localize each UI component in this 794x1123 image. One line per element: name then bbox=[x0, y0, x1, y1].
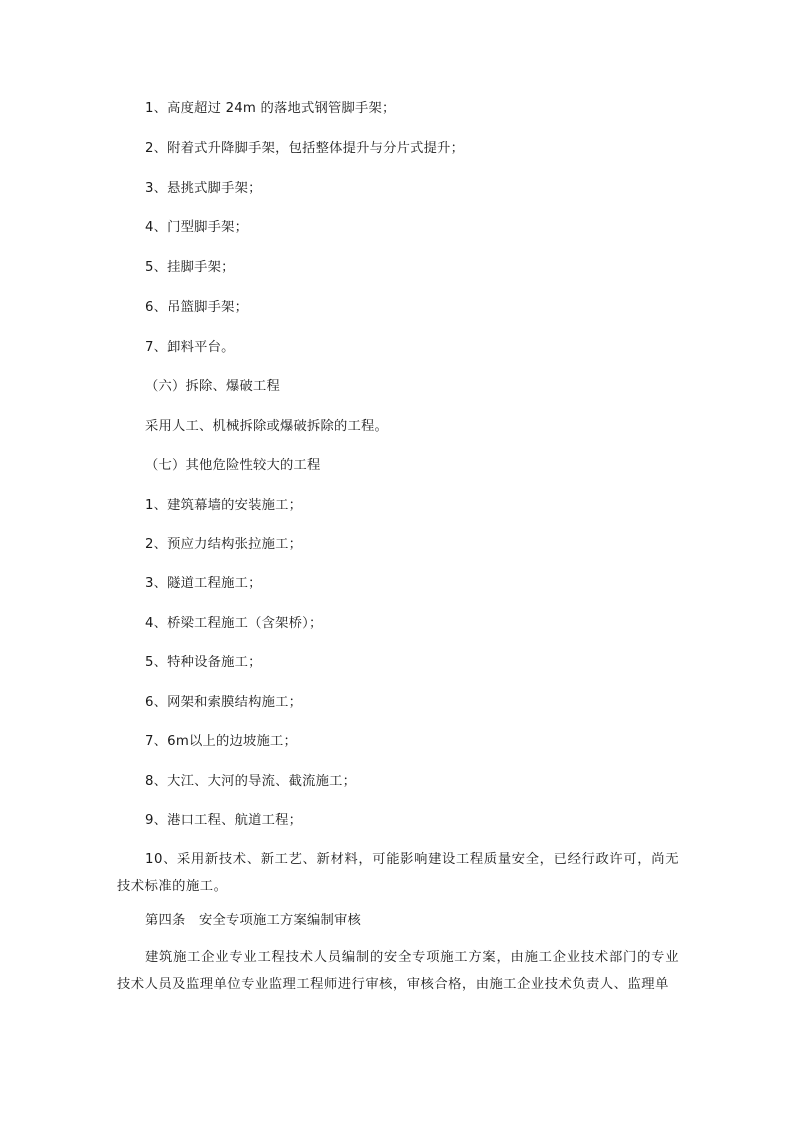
list-item: 6、吊篮脚手架； bbox=[145, 300, 249, 315]
list-item: 9、港口工程、航道工程； bbox=[145, 813, 303, 828]
list-item: 4、门型脚手架； bbox=[145, 220, 249, 235]
list-item: 6、网架和索膜结构施工； bbox=[145, 695, 303, 710]
list-item: 1、高度超过 24m 的落地式钢管脚手架； bbox=[145, 101, 396, 116]
list-item: 5、挂脚手架； bbox=[145, 260, 235, 275]
list-item: 2、附着式升降脚手架，包括整体提升与分片式提升； bbox=[145, 141, 465, 156]
list-item-paragraph: 10、采用新技术、新工艺、新材料，可能影响建设工程质量安全，已经行政许可，尚无技术标准的施工。 bbox=[117, 852, 679, 894]
section-heading: （七）其他危险性较大的工程 bbox=[145, 458, 321, 473]
list-item: 3、隧道工程施工； bbox=[145, 576, 262, 591]
section-text: 采用人工、机械拆除或爆破拆除的工程。 bbox=[145, 419, 388, 434]
list-item: 3、悬挑式脚手架； bbox=[145, 181, 262, 196]
section-heading: （六）拆除、爆破工程 bbox=[145, 379, 280, 394]
list-item: 5、特种设备施工； bbox=[145, 655, 262, 670]
article-paragraph: 建筑施工企业专业工程技术人员编制的安全专项施工方案，由施工企业技术部门的专业技术人员及监理单位专业监理工程师进行审核，审核合格，由施工企业技术负责人、监理单 bbox=[117, 950, 679, 992]
list-item: 4、桥梁工程施工（含架桥）； bbox=[145, 616, 323, 631]
list-item: 7、6m以上的边坡施工； bbox=[145, 734, 297, 749]
list-item: 2、预应力结构张拉施工； bbox=[145, 537, 303, 552]
list-item: 7、卸料平台。 bbox=[145, 340, 235, 355]
article-heading: 第四条 安全专项施工方案编制审核 bbox=[145, 913, 361, 928]
list-item: 8、大江、大河的导流、截流施工； bbox=[145, 774, 357, 789]
list-item: 1、建筑幕墙的安装施工； bbox=[145, 498, 303, 513]
